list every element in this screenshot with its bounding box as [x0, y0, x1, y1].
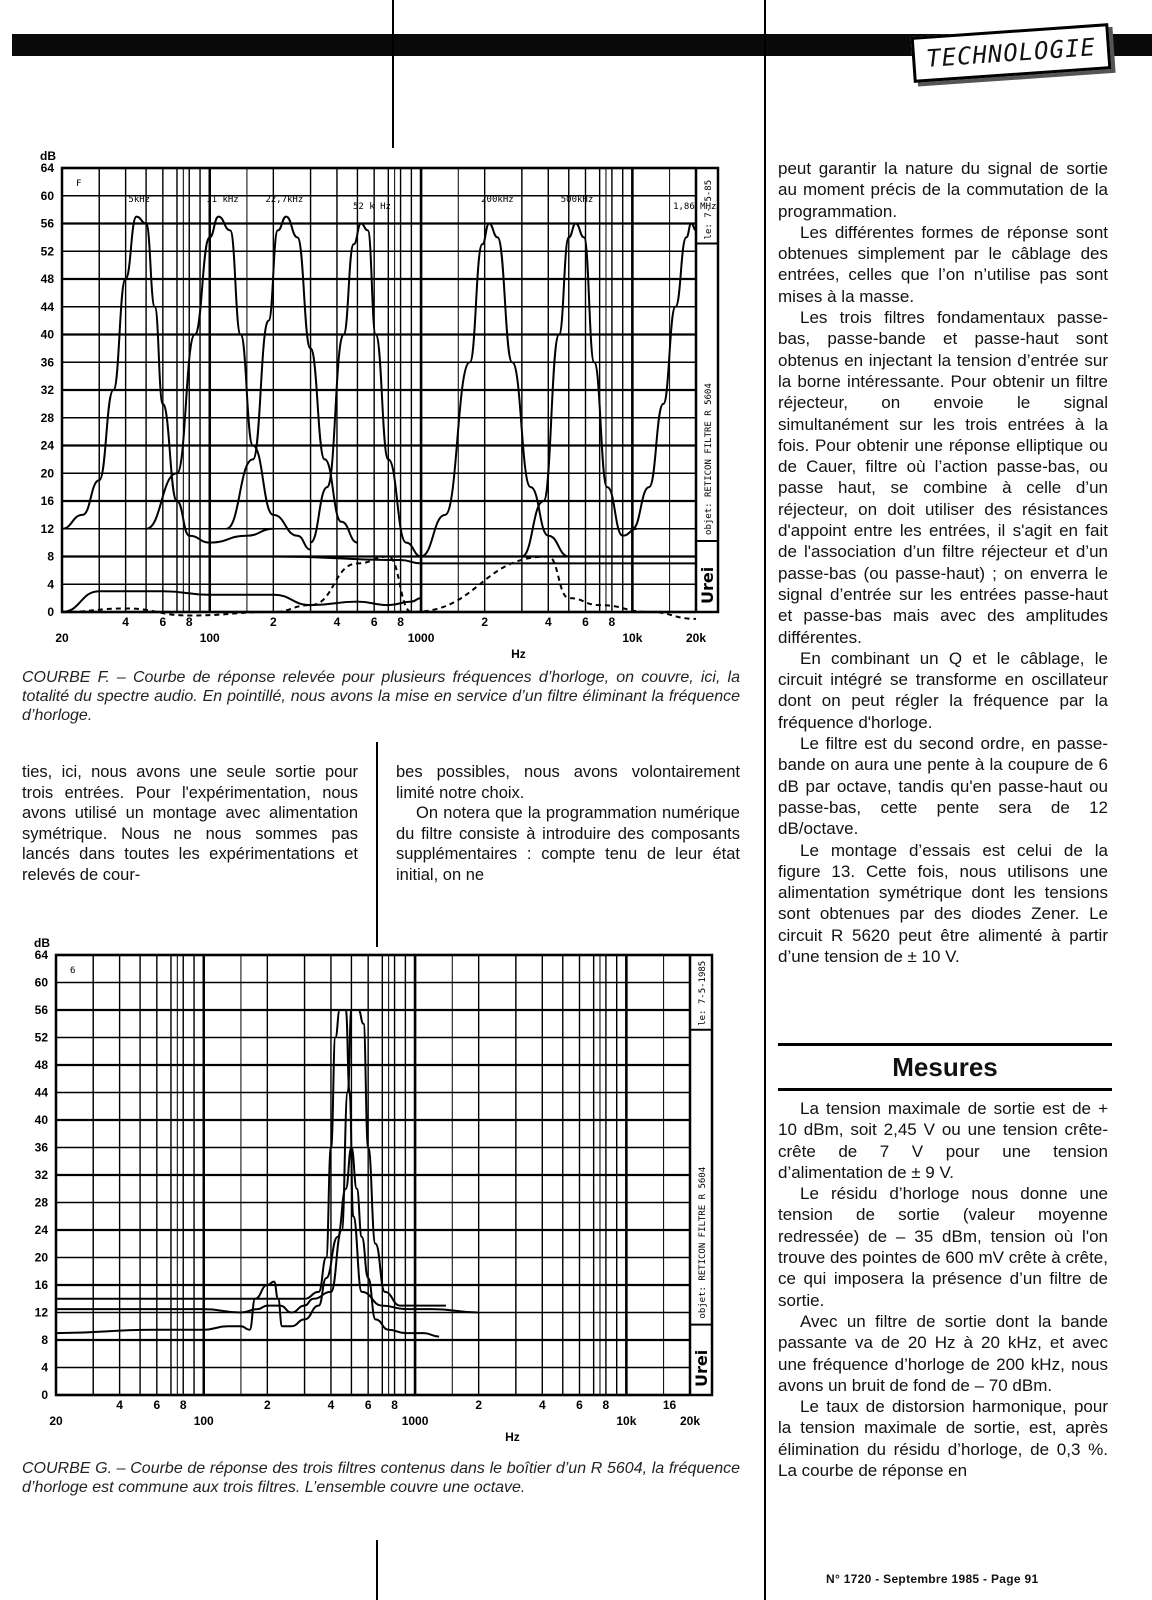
chart-object: objet: RETICON FILTRE R 5604 [698, 1166, 708, 1319]
ytick-label: 52 [34, 1030, 48, 1045]
ytick-label: 36 [34, 1140, 48, 1155]
chart-object: objet: RETICON FILTRE R 5604 [704, 383, 714, 535]
panel-letter: F [76, 179, 82, 189]
right-paragraph-9: Avec un filtre de sortie dont la bande passante va de 20 Hz à 20 kHz, et avec une fréquence d’horloge de 200 kHz, nous avons un bruit de fond de – 70 dBm. [778, 1311, 1108, 1395]
ytick-label: 32 [40, 383, 54, 397]
ytick-label: 28 [40, 410, 54, 425]
xtick-label: 8 [391, 1398, 398, 1412]
right-paragraph-2: Les différentes formes de réponse sont obtenues simplement par le câblage des entrées, celles que l’on n’utilise pas sont mises à la masse. [778, 222, 1108, 306]
right-column-upper [778, 158, 1108, 967]
middle-paragraph-1: bes possibles, nous avons volontairement limité notre choix. [396, 763, 740, 802]
y-axis-label: dB [34, 936, 50, 950]
peak-annotation: 5kHz [128, 195, 151, 206]
xtick-label: 8 [602, 1398, 610, 1412]
ytick-label: 52 [40, 244, 54, 259]
peak-annotation: 1,86 MHz [673, 202, 717, 213]
ytick-label: 36 [40, 355, 54, 370]
xtick-label: 20k [685, 631, 707, 645]
section-heading-mesures: Mesures [778, 1043, 1112, 1091]
ytick-label: 40 [34, 1113, 48, 1127]
xtick-label: 6 [576, 1398, 583, 1412]
right-paragraph-7: La tension maximale de sortie est de + 10 dBm, soit 2,45 V ou une tension crête-crête de 7 V pour une tension d’alimentation de ± 9 V. [778, 1099, 1108, 1182]
urei-logo: Urei [698, 566, 717, 604]
ytick-label: 32 [34, 1168, 48, 1182]
right-paragraph-10: Le taux de distorsion harmonique, pour la tension maximale de sortie, est, après élimination du résidu d’horloge, de 0,3 %. La courbe de réponse en [778, 1397, 1108, 1481]
xtick-label: 6 [370, 615, 378, 629]
xtick-label: 1000 [407, 631, 435, 645]
urei-logo: Urei [692, 1349, 711, 1387]
ytick-label: 8 [41, 1333, 48, 1347]
right-paragraph-8: Le résidu d’horloge nous donne une tension de sortie (valeur moyenne redressée) de – 35 dBm, tension où l'on trouve des pointes de 600 mV crête à crête, ce qui imposera la présence d’un filtre de sortie. [778, 1184, 1108, 1310]
xtick-label: 10k [616, 1414, 637, 1428]
xtick-label: 2 [263, 1398, 271, 1412]
ytick-label: 20 [34, 1250, 48, 1265]
peak-annotation: 22,7kHz [265, 195, 304, 206]
chart-courbe-g [34, 936, 712, 1444]
xtick-label: 4 [333, 615, 341, 629]
ytick-label: 0 [41, 1388, 48, 1402]
xtick-label: 6 [159, 615, 167, 629]
ytick-label: 20 [40, 466, 54, 481]
ytick-label: 44 [40, 299, 54, 314]
xtick-label: 20 [49, 1414, 63, 1428]
chart-courbe-f [40, 149, 718, 661]
xtick-label: 4 [538, 1398, 546, 1412]
peak-annotation: 200kHz [481, 195, 514, 206]
chart-date: le: 7- 5-85 [704, 179, 714, 240]
xtick-label: 8 [397, 615, 404, 629]
ytick-label: 64 [34, 948, 48, 962]
middle-column [396, 762, 740, 886]
xtick-label: 4 [116, 1398, 123, 1412]
right-paragraph-1: peut garantir la nature du signal de sortie au moment précis de la commutation de la programmation. [778, 159, 1108, 221]
peak-annotation: 11 kHz [206, 195, 239, 206]
xtick-label: 1000 [401, 1414, 429, 1428]
xtick-label: 6 [364, 1398, 372, 1412]
ytick-label: 56 [40, 216, 54, 231]
right-paragraph-6: Le montage d’essais est celui de la figure 13. Cette fois, nous utilisons une alimentation symétrique dont les tensions sont obtenues par des diodes Zener. Le circuit R 5620 peut être alimenté à partir d’une tension de ± 10 V. [778, 840, 1108, 966]
xtick-label: 8 [179, 1398, 187, 1412]
xtick-label: 100 [199, 631, 220, 645]
ytick-label: 4 [47, 577, 54, 592]
ytick-label: 0 [47, 605, 54, 619]
x-axis-label: Hz [511, 647, 526, 661]
ytick-label: 12 [40, 521, 54, 536]
xtick-label: 2 [481, 615, 489, 629]
ytick-label: 44 [34, 1085, 48, 1100]
right-column-lower [778, 1098, 1108, 1481]
left-paragraph-1: ties, ici, nous avons une seule sortie pour trois entrées. Pour l'expérimentation, nous avons utilisé un montage avec alimentation symétrique. Nous ne nous sommes pas lancés dans toutes les expérimentations et relevés de cour- [22, 763, 358, 884]
ytick-label: 16 [34, 1278, 48, 1292]
xtick-label: 6 [153, 1398, 161, 1412]
ytick-label: 16 [40, 494, 54, 508]
xtick-label: 10k [622, 631, 643, 645]
right-paragraph-3: Les trois filtres fondamentaux passe-bas, passe-bande et passe-haut sont obtenus en injectant la tension d’entrée sur la borne intéressante. Pour obtenir un filtre réjecteur, on envoie le signal simultanément sur les trois entrées à la fois. Pour obtenir une réponse elliptique ou de Cauer, filtre où l’action passe-bas, ou passe haut, se combine à celle d’un réjecteur, on doit utiliser des résistances d'appoint entre les entrées, il s'agit en fait de l'association d’un filtre réjecteur et d’un passe-bas (ou passe-haut) ; on enverra le signal d’entrée sur les entrées passe-haut et passe-bas mais avec des amplitudes différentes. [778, 308, 1108, 647]
chart-date: le: 7-5-1985 [698, 960, 708, 1026]
ytick-label: 64 [40, 161, 54, 175]
xtick-label: 8 [185, 615, 193, 629]
caption-courbe-g: COURBE G. – Courbe de réponse des trois filtres contenus dans le boîtier d’un R 5604, la fréquence d’horloge est commune aux trois filtres. L’ensemble couvre une octave. [22, 1460, 740, 1496]
left-column [22, 762, 358, 886]
ytick-label: 48 [40, 272, 54, 286]
xtick-label: 4 [327, 1398, 335, 1412]
ytick-label: 12 [34, 1305, 48, 1320]
xtick-label: 16 [662, 1398, 677, 1412]
peak-annotation: 500kHz [560, 195, 594, 206]
xtick-label: 20k [679, 1414, 701, 1428]
ytick-label: 24 [34, 1223, 48, 1237]
peak-annotation: 52 k Hz [353, 202, 391, 213]
ytick-label: 48 [34, 1058, 48, 1072]
xtick-label: 6 [582, 615, 589, 629]
ytick-label: 60 [34, 975, 48, 990]
ytick-label: 40 [40, 327, 54, 342]
ytick-label: 24 [40, 438, 54, 453]
ytick-label: 8 [47, 549, 54, 564]
xtick-label: 2 [269, 615, 277, 629]
right-paragraph-5: Le filtre est du second ordre, en passe-bande on aura une pente à la coupure de 6 dB par octave, tandis qu'en passe-haut ou passe-bas, cette pente sera de 12 dB/octave. [778, 734, 1108, 839]
ytick-label: 4 [41, 1360, 48, 1375]
xtick-label: 8 [608, 615, 616, 629]
ytick-label: 60 [40, 188, 54, 203]
caption-courbe-f: COURBE F. – Courbe de réponse relevée pour plusieurs fréquences d’horloge, on couvre, ici, la totalité du spectre audio. En pointillé, nous avons la mise en service d’un filtre éliminant la fréquence d’horloge. [22, 669, 740, 724]
panel-letter: 6 [70, 966, 76, 976]
xtick-label: 4 [122, 615, 129, 629]
x-axis-label: Hz [505, 1430, 520, 1444]
middle-paragraph-2: On notera que la programmation numérique du filtre consiste à introduire des composants supplémentaires : compte tenu de leur état initial, on ne [396, 804, 740, 884]
xtick-label: 100 [193, 1414, 214, 1428]
xtick-label: 4 [544, 615, 552, 629]
right-paragraph-4: En combinant un Q et le câblage, le circuit intégré se transforme en oscillateur dont on peut régler la fréquence par la fréquence d'horloge. [778, 648, 1108, 732]
ytick-label: 28 [34, 1195, 48, 1210]
section-badge-label: TECHNOLOGIE [925, 33, 1097, 73]
xtick-label: 2 [475, 1398, 483, 1412]
xtick-label: 20 [55, 631, 69, 645]
ytick-label: 56 [34, 1003, 48, 1017]
y-axis-label: dB [40, 149, 56, 163]
page-footer: N° 1720 - Septembre 1985 - Page 91 [826, 1572, 1039, 1586]
